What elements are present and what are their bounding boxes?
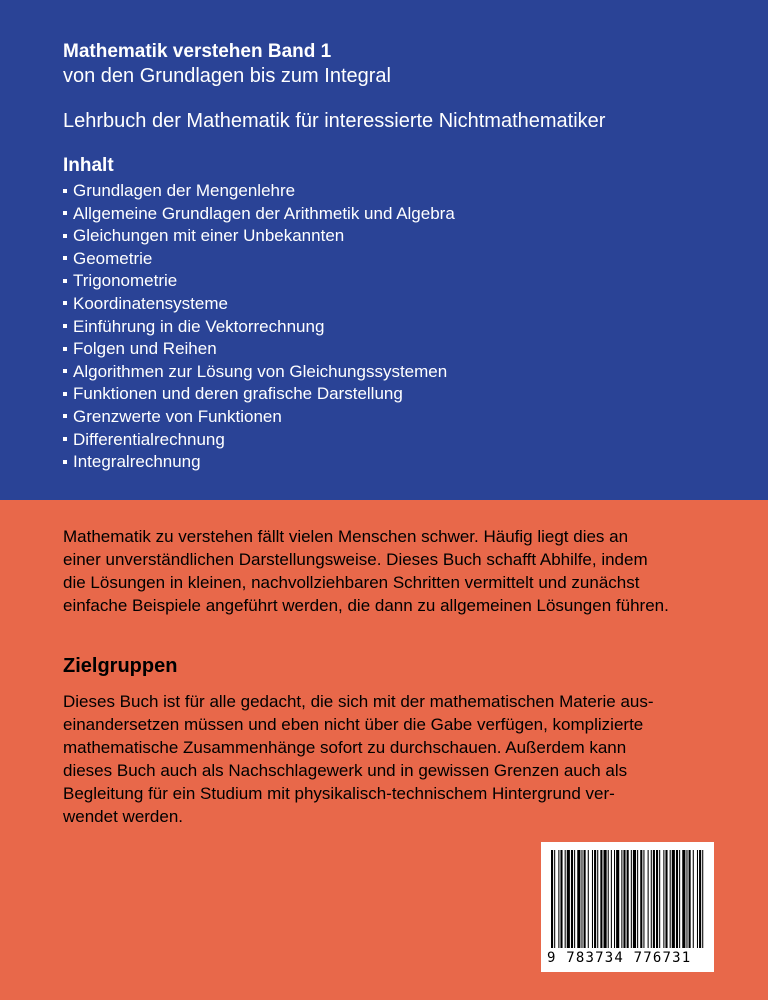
bullet-icon [63, 301, 67, 305]
bullet-icon [63, 279, 67, 283]
list-item: Folgen und Reihen [63, 338, 455, 361]
description-paragraph [63, 525, 743, 617]
barcode-bar [600, 850, 602, 948]
bullet-icon [63, 189, 67, 193]
list-item: Integralrechnung [63, 451, 455, 474]
text-line: einandersetzen müssen und eben nicht über die Gabe verfügen, komplizierte [63, 715, 644, 734]
barcode-bar [627, 850, 629, 948]
text-line: Mathematik zu verstehen fällt vielen Menschen schwer. Häufig liegt dies an [63, 527, 629, 546]
barcode-bar [597, 850, 598, 948]
barcode-bar [656, 850, 658, 948]
barcode-bar [581, 850, 582, 948]
barcode-bar [577, 850, 580, 948]
text-line: Begleitung für ein Studium mit physikalisch-technischem Hintergrund ver- [63, 784, 615, 803]
bullet-icon [63, 347, 67, 351]
barcode-bar [697, 850, 698, 948]
barcode-bar [633, 850, 636, 948]
barcode-bar [640, 850, 642, 948]
book-tagline: Lehrbuch der Mathematik für interessierte Nichtmathematiker [63, 110, 606, 132]
barcode-bar [643, 850, 644, 948]
barcode-bar [551, 850, 553, 948]
barcode-bar [614, 850, 615, 948]
barcode-bar [679, 850, 680, 948]
bullet-icon [63, 234, 67, 238]
barcode-bar [567, 850, 570, 948]
barcode-bars [551, 850, 704, 948]
contents-heading: Inhalt [63, 155, 114, 176]
barcode-bar [689, 850, 691, 948]
barcode-bar [611, 850, 612, 948]
bullet-icon [63, 392, 67, 396]
target-groups-paragraph [63, 690, 743, 828]
text-line: wendet werden. [63, 807, 184, 826]
bullet-icon [63, 414, 67, 418]
barcode-bar [672, 850, 675, 948]
text-line: einfache Beispiele angeführt werden, die dann zu allgemeinen Lösungen führen. [63, 596, 669, 615]
list-item: Grundlagen der Mengenlehre [63, 180, 455, 203]
barcode-bar [554, 850, 555, 948]
list-item: Grenzwerte von Funktionen [63, 406, 455, 429]
list-item: Algorithmen zur Lösung von Gleichungssystemen [63, 361, 455, 384]
barcode-number: 9 783734 776731 [547, 950, 692, 966]
contents-list [63, 180, 455, 474]
bullet-icon [63, 437, 67, 441]
barcode-bar [571, 850, 573, 948]
barcode-bar [702, 850, 703, 948]
barcode-bar [653, 850, 655, 948]
target-groups-heading: Zielgruppen [63, 655, 178, 677]
text-line: dieses Buch auch als Nachschlagewerk und in gewissen Grenzen auch als [63, 761, 628, 780]
barcode-bar [584, 850, 586, 948]
barcode-bar [604, 850, 607, 948]
barcode-bar [693, 850, 694, 948]
bullet-icon [63, 211, 67, 215]
barcode-bar [623, 850, 625, 948]
barcode-bar [663, 850, 664, 948]
barcode [541, 842, 714, 972]
book-subtitle: von den Grundlagen bis zum Integral [63, 65, 391, 87]
barcode-bar [651, 850, 652, 948]
list-item: Trigonometrie [63, 270, 455, 293]
bullet-icon [63, 369, 67, 373]
barcode-bar [574, 850, 575, 948]
bullet-icon [63, 324, 67, 328]
barcode-bar [608, 850, 609, 948]
list-item: Koordinatensysteme [63, 293, 455, 316]
barcode-bar [588, 850, 589, 948]
barcode-bar [648, 850, 649, 948]
barcode-bar [565, 850, 566, 948]
barcode-bar [659, 850, 660, 948]
barcode-bar [637, 850, 638, 948]
barcode-bar [665, 850, 667, 948]
barcode-bar [621, 850, 622, 948]
list-item: Allgemeine Grundlagen der Arithmetik und Algebra [63, 203, 455, 226]
book-title: Mathematik verstehen Band 1 [63, 41, 332, 62]
list-item: Gleichungen mit einer Unbekannten [63, 225, 455, 248]
barcode-bar [592, 850, 593, 948]
text-line: mathematische Zusammenhänge sofort zu durchschauen. Außerdem kann [63, 738, 627, 757]
barcode-bar [699, 850, 701, 948]
barcode-bar [631, 850, 632, 948]
list-item: Einführung in die Vektorrechnung [63, 316, 455, 339]
list-item: Funktionen und deren grafische Darstellung [63, 383, 455, 406]
barcode-bar [558, 850, 559, 948]
bullet-icon [63, 256, 67, 260]
barcode-bar [594, 850, 596, 948]
barcode-bar [676, 850, 678, 948]
barcode-bar [670, 850, 671, 948]
barcode-bar [616, 850, 619, 948]
text-line: Dieses Buch ist für alle gedacht, die sich mit der mathematischen Materie aus- [63, 692, 654, 711]
text-line: die Lösungen in kleinen, nachvollziehbaren Schritten vermittelt und zunächst [63, 573, 640, 592]
list-item: Geometrie [63, 248, 455, 271]
list-item: Differentialrechnung [63, 429, 455, 452]
barcode-bar [560, 850, 562, 948]
barcode-bar [682, 850, 685, 948]
text-line: einer unverständlichen Darstellungsweise. Dieses Buch schafft Abhilfe, indem [63, 550, 648, 569]
barcode-bar [686, 850, 687, 948]
bullet-icon [63, 460, 67, 464]
